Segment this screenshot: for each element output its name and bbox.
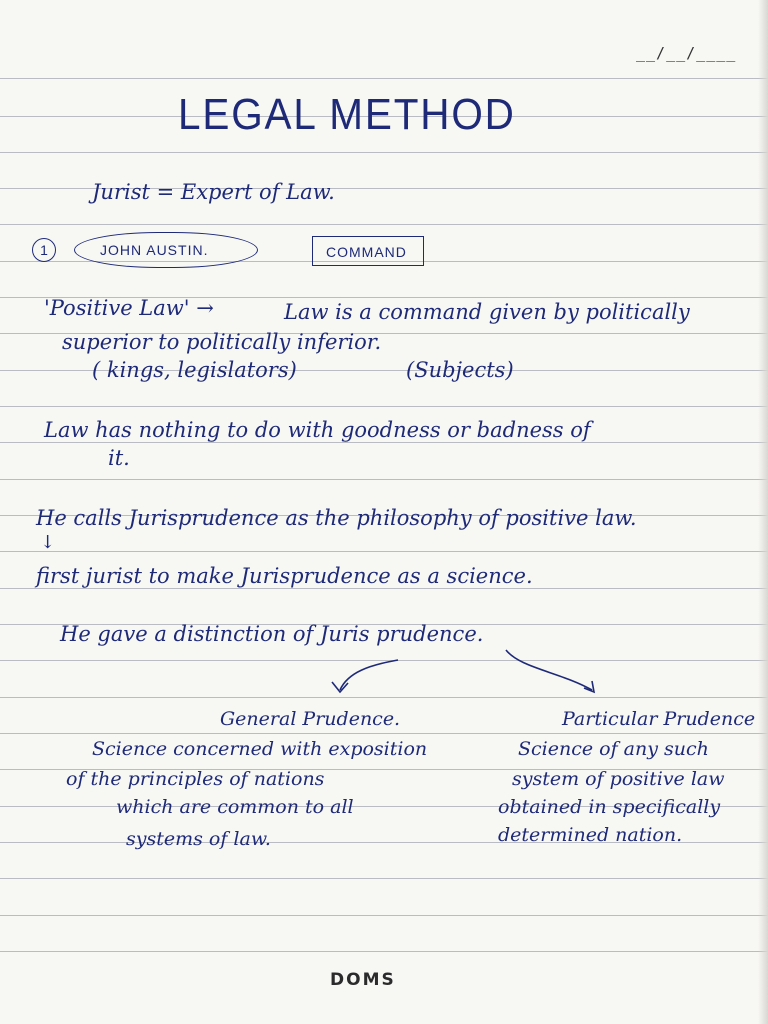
right-branch-arrow bbox=[506, 650, 592, 690]
particular-prudence-line: system of positive law bbox=[512, 768, 725, 790]
general-prudence-line: systems of law. bbox=[126, 828, 271, 850]
down-arrow-icon: ↓ bbox=[40, 532, 56, 553]
particular-prudence-line: obtained in specifically bbox=[498, 796, 721, 818]
philosophy-line: He calls Jurisprudence as the philosophy of positive law. bbox=[36, 506, 637, 530]
jurist-name: JOHN AUSTIN. bbox=[100, 242, 209, 258]
item-number-circle: 1 bbox=[32, 238, 56, 262]
distinction-line: He gave a distinction of Juris prudence. bbox=[60, 622, 484, 646]
general-prudence-line: of the principles of nations bbox=[66, 768, 325, 790]
particular-prudence-line: Science of any such bbox=[518, 738, 709, 760]
goodness-line1: Law has nothing to do with goodness or badness of bbox=[44, 418, 591, 442]
page-title: LEGAL METHOD bbox=[178, 90, 516, 139]
positive-law-definition-line1: Law is a command given by politically bbox=[284, 300, 690, 324]
general-prudence-heading: General Prudence. bbox=[220, 708, 401, 730]
general-prudence-line: which are common to all bbox=[116, 796, 354, 818]
date-field: __/__/____ bbox=[636, 44, 737, 62]
left-arrow-head bbox=[332, 682, 348, 692]
first-jurist-line: first jurist to make Jurisprudence as a science. bbox=[36, 564, 533, 588]
particular-prudence-heading: Particular Prudence bbox=[562, 708, 756, 730]
inferior-examples: (Subjects) bbox=[406, 358, 514, 382]
left-branch-arrow bbox=[340, 660, 398, 690]
goodness-line2: it. bbox=[108, 446, 130, 470]
superior-examples: ( kings, legislators) bbox=[92, 358, 297, 382]
brand-logo: DOMS bbox=[330, 970, 396, 990]
command-label: COMMAND bbox=[326, 244, 407, 260]
positive-law-definition-line2: superior to politically inferior. bbox=[62, 330, 382, 354]
particular-prudence-line: determined nation. bbox=[498, 824, 683, 846]
general-prudence-line: Science concerned with exposition bbox=[92, 738, 428, 760]
positive-law-label: 'Positive Law' → bbox=[44, 296, 214, 320]
jurist-definition: Jurist = Expert of Law. bbox=[92, 180, 335, 204]
